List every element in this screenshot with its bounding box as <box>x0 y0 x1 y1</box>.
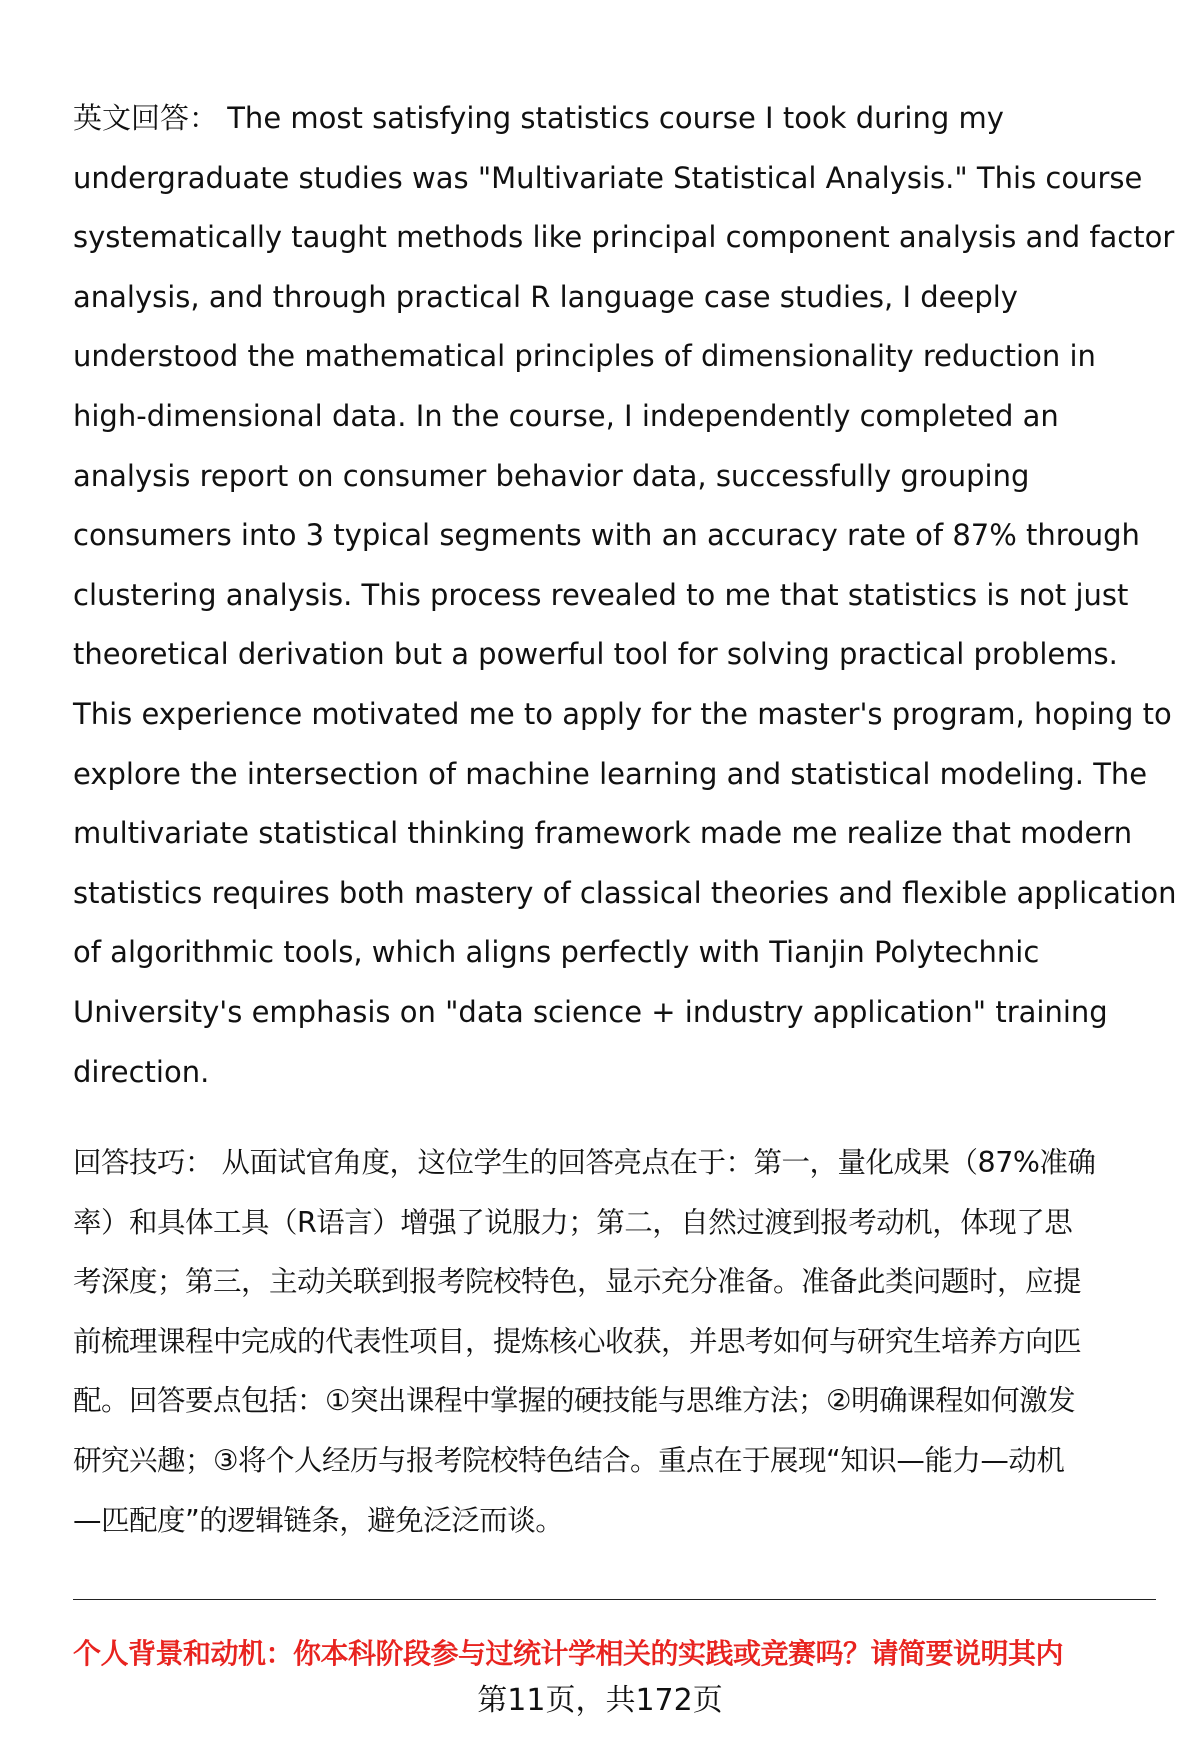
text-line: theoretical derivation but a powerful tool for solving practical problems. <box>73 637 1118 672</box>
text-line: 英文回答： The most satisfying statistics course I took during my <box>73 101 1004 135</box>
text-line: 回答技巧： 从面试官角度，这位学生的回答亮点在于：第一，量化成果（87%准确 <box>73 1146 1096 1179</box>
page-number: 第11页，共172页 <box>477 1683 723 1718</box>
text-line: analysis, and through practical R language case studies, I deeply <box>73 279 1018 314</box>
text-line: consumers into 3 typical segments with an accuracy rate of 87% through <box>73 518 1140 553</box>
text-line: undergraduate studies was "Multivariate Statistical Analysis." This course <box>73 160 1143 195</box>
text-line: statistics requires both mastery of classical theories and flexible application <box>73 875 1177 910</box>
text-line: systematically taught methods like principal component analysis and factor <box>73 220 1175 255</box>
text-line: 研究兴趣；③将个人经历与报考院校特色结合。重点在于展现“知识—能力—动机 <box>73 1443 1065 1477</box>
text-line: understood the mathematical principles of dimensionality reduction in <box>73 339 1096 374</box>
text-line: This experience motivated me to apply for the master's program, hoping to <box>73 696 1172 731</box>
divider <box>73 1599 1156 1600</box>
text-line: explore the intersection of machine learning and statistical modeling. The <box>73 756 1148 791</box>
text-line: University's emphasis on "data science + industry application" training <box>73 994 1108 1029</box>
text-line: 配。回答要点包括：①突出课程中掌握的硬技能与思维方法；②明确课程如何激发 <box>73 1384 1076 1418</box>
text-line: high-dimensional data. In the course, I independently completed an <box>73 398 1059 433</box>
text-line: clustering analysis. This process revealed to me that statistics is not just <box>73 577 1129 612</box>
next-question-heading: 个人背景和动机：你本科阶段参与过统计学相关的实践或竞赛吗？请简要说明其内 <box>73 1637 1064 1670</box>
text-line: analysis report on consumer behavior data, successfully grouping <box>73 458 1030 493</box>
text-line: 前梳理课程中完成的代表性项目，提炼核心收获，并思考如何与研究生培养方向匹 <box>73 1324 1082 1358</box>
text-line: direction. <box>73 1054 210 1089</box>
text-line: 考深度；第三，主动关联到报考院校特色，显示充分准备。准备此类问题时，应提 <box>73 1265 1082 1299</box>
text-line: multivariate statistical thinking framework made me realize that modern <box>73 816 1133 851</box>
answer-tips <box>73 1133 1173 1550</box>
text-line: 率）和具体工具（R语言）增强了说服力；第二，自然过渡到报考动机，体现了思 <box>73 1205 1073 1239</box>
english-answer <box>73 89 1177 1102</box>
text-line: —匹配度”的逻辑链条，避免泛泛而谈。 <box>73 1503 564 1537</box>
text-line: of algorithmic tools, which aligns perfectly with Tianjin Polytechnic <box>73 935 1040 970</box>
